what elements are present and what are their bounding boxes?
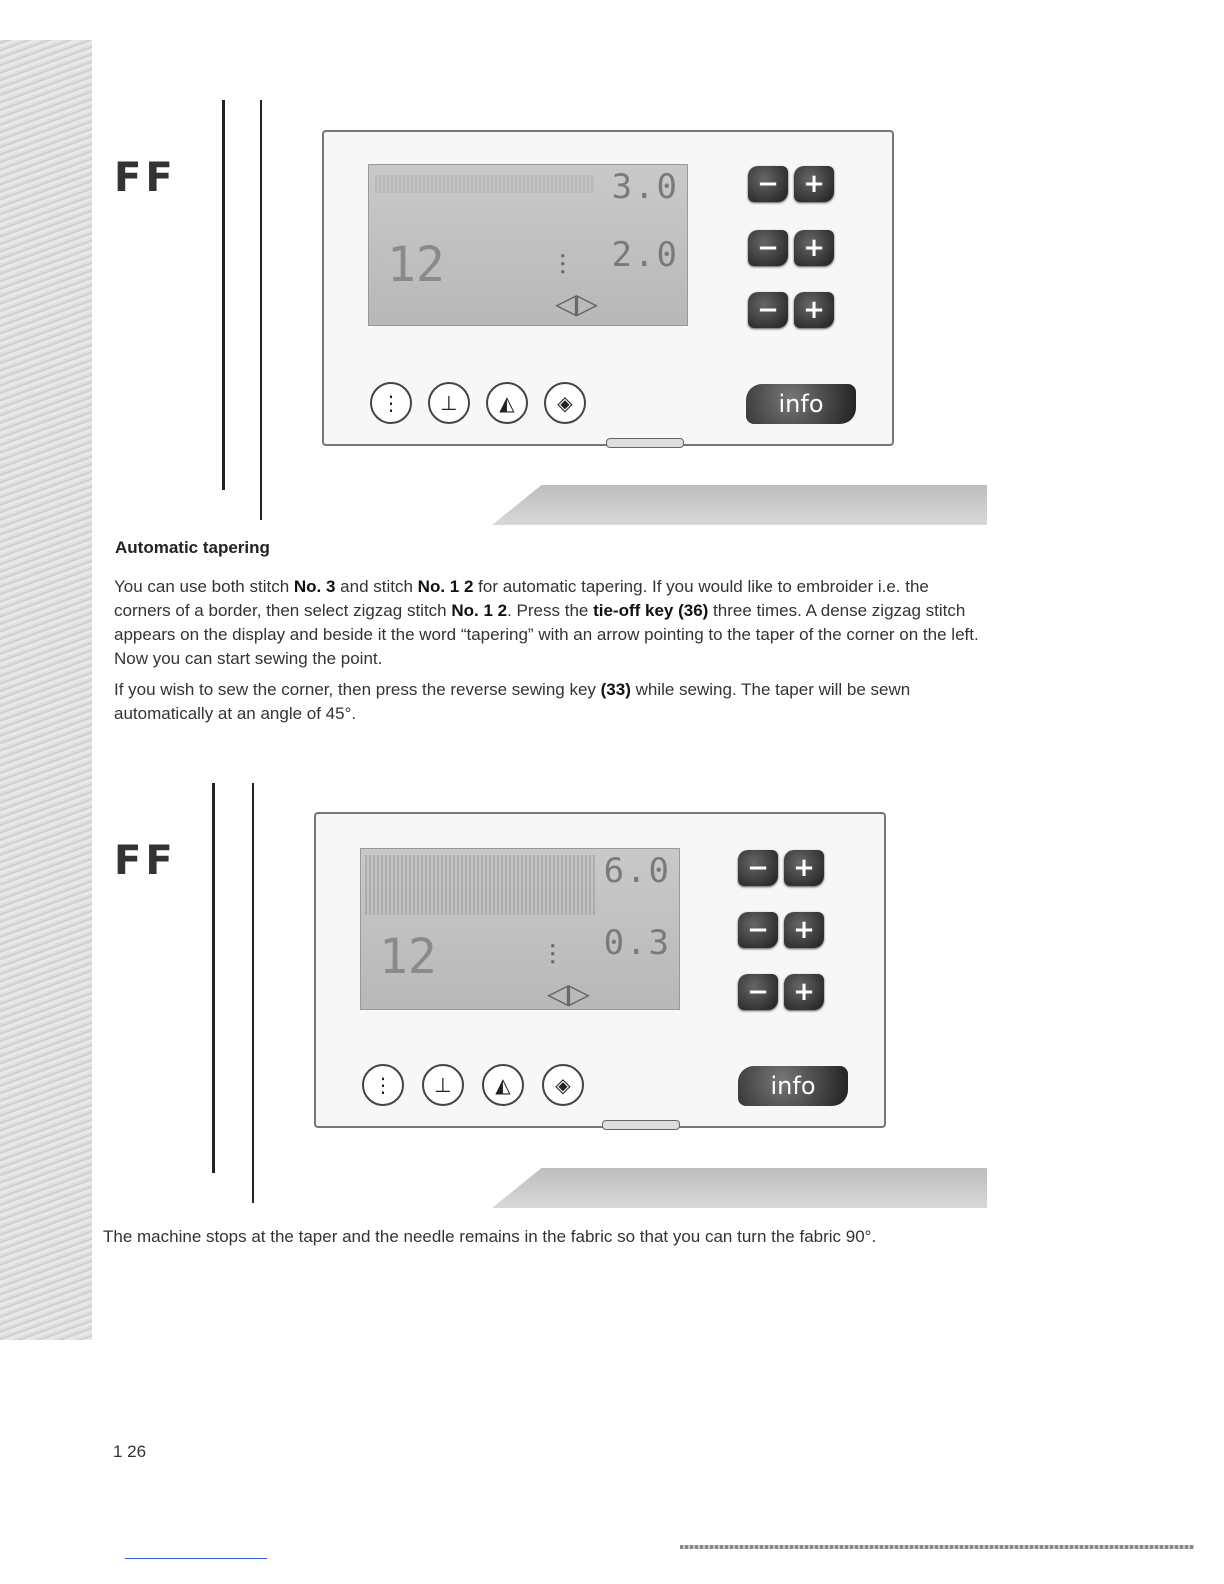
machine-bed [492,1168,987,1208]
machine-figure-1 [100,95,990,525]
section-title: Automatic tapering [115,538,270,557]
brand-logo: FF [114,155,177,201]
tapering-icon[interactable]: ◭ [486,382,528,424]
stitch-width-bar [365,855,595,915]
control-panel [314,812,886,1128]
stitch-number: 12 [379,929,437,985]
plus-button[interactable]: + [794,230,834,266]
minus-button[interactable]: − [748,292,788,328]
page-number: 1 26 [113,1442,147,1461]
paragraph-2: If you wish to sew the corner, then press the reverse sewing key (33) while sewing. The taper will be sewn automatically at an angle of 45°. [114,680,911,723]
machine-edge-line [252,783,254,1203]
tapering-icon[interactable]: ◭ [482,1064,524,1106]
mirror-indicator-icon: ◁▷ [547,977,591,1010]
panel-latch [606,438,684,448]
info-button[interactable]: info [746,384,856,424]
stitch-number: 12 [387,237,445,293]
brand-logo: FF [114,838,177,884]
stitch-length-value: 0.3 [603,923,671,963]
control-panel [322,130,894,446]
caption: The machine stops at the taper and the needle remains in the fabric so that you can turn the fabric 90°. [103,1227,877,1246]
lcd-display [360,848,680,1010]
length-keys [748,230,834,266]
needle-stop-icon[interactable]: ⋮ [370,382,412,424]
paragraph-1: You can use both stitch No. 3 and stitch No. 1 2 for automatic tapering. If you would like to embroider i.e. the corners of a border, then select zigzag stitch No. 1 2. Press the tie-off key (36) three times. A dense zigzag stitch appears on the display and beside it the word “tapering” with an arrow pointing to the taper of the corner on the left. Now you can start sewing the point. [114,577,979,668]
plus-button[interactable]: + [784,850,824,886]
minus-button[interactable]: − [738,974,778,1010]
mirror-indicator-icon: ◁▷ [555,287,599,320]
minus-button[interactable]: − [748,230,788,266]
minus-button[interactable]: − [738,850,778,886]
third-keys [738,974,824,1010]
footer-rule-right [680,1545,1194,1549]
plus-button[interactable]: + [784,912,824,948]
plus-button[interactable]: + [794,166,834,202]
mirror-icon[interactable]: ◈ [544,382,586,424]
length-keys [738,912,824,948]
machine-bed [492,485,987,525]
minus-button[interactable]: − [738,912,778,948]
info-button[interactable]: info [738,1066,848,1106]
machine-edge-line [212,783,215,1173]
footer-rule-left [125,1558,267,1559]
needle-position-icon[interactable]: ⊥ [422,1064,464,1106]
machine-edge-line [260,100,262,520]
needle-stop-icon[interactable]: ⋮ [362,1064,404,1106]
minus-button[interactable]: − [748,166,788,202]
panel-latch [602,1120,680,1130]
machine-edge-line [222,100,225,490]
stitch-pattern-icon: ⫶ [559,249,567,282]
lcd-display [368,164,688,326]
stitch-length-value: 2.0 [611,235,679,275]
stitch-width-value: 3.0 [611,167,679,207]
width-keys [748,166,834,202]
plus-button[interactable]: + [784,974,824,1010]
third-keys [748,292,834,328]
stitch-pattern-icon: ⫶ [549,939,557,972]
scan-edge [0,40,92,1340]
plus-button[interactable]: + [794,292,834,328]
mirror-icon[interactable]: ◈ [542,1064,584,1106]
width-keys [738,850,824,886]
needle-position-icon[interactable]: ⊥ [428,382,470,424]
stitch-width-bar [375,175,595,193]
stitch-width-value: 6.0 [603,851,671,891]
machine-figure-2 [100,778,990,1208]
